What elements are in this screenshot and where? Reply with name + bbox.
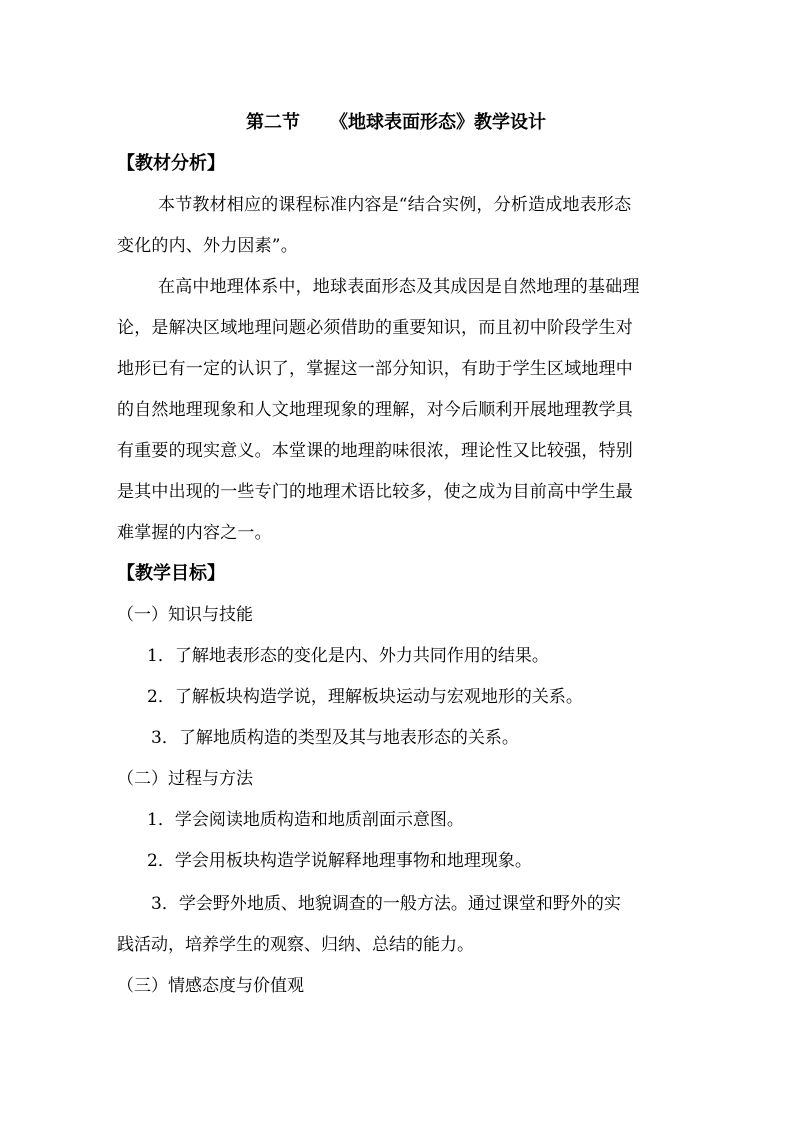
document-title [246, 108, 546, 134]
paragraph-line: 变化的内、外力因素”。 [117, 236, 298, 256]
subheading-emotion-attitude-values: （三）情感态度与价值观 [117, 976, 304, 996]
paragraph-line: 地形已有一定的认识了，掌握这一部分知识，有助于学生区域地理中 [117, 359, 633, 379]
list-item: 1．学会阅读地质构造和地质剖面示意图。 [147, 810, 464, 830]
title-text: 《地球表面形态》教学设计 [330, 112, 546, 133]
section-heading-teaching-goals: 【教学目标】 [117, 563, 225, 584]
list-item: 3．学会野外地质、地貌调查的一般方法。通过课堂和野外的实 [151, 894, 621, 914]
paragraph-line: 难掌握的内容之一。 [117, 523, 272, 543]
list-item: 2．学会用板块构造学说解释地理事物和地理现象。 [147, 851, 532, 871]
list-item: 3．了解地质构造的类型及其与地表形态的关系。 [151, 728, 519, 748]
paragraph-line: 在高中地理体系中，地球表面形态及其成因是自然地理的基础理 [158, 277, 640, 297]
paragraph-line: 的自然地理现象和人文地理现象的理解，对今后顺利开展地理教学具 [117, 400, 633, 420]
paragraph-line: 是其中出现的一些专门的地理术语比较多，使之成为目前高中学生最 [117, 482, 633, 502]
paragraph-line: 本节教材相应的课程标准内容是“结合实例，分析造成地表形态 [158, 195, 632, 215]
list-item: 1．了解地表形态的变化是内、外力共同作用的结果。 [147, 646, 549, 666]
section-heading-textbook-analysis: 【教材分析】 [117, 153, 225, 174]
list-item-continuation: 践活动，培养学生的观察、归纳、总结的能力。 [117, 935, 474, 955]
paragraph-line: 有重要的现实意义。本堂课的地理韵味很浓，理论性又比较强，特别 [117, 441, 633, 461]
paragraph-line: 论，是解决区域地理问题必须借助的重要知识，而且初中阶段学生对 [117, 318, 633, 338]
subheading-knowledge-skills: （一）知识与技能 [117, 605, 253, 625]
list-item: 2．了解板块构造学说，理解板块运动与宏观地形的关系。 [147, 687, 583, 707]
subheading-process-methods: （二）过程与方法 [117, 769, 253, 789]
title-section-number: 第二节 [246, 112, 300, 133]
